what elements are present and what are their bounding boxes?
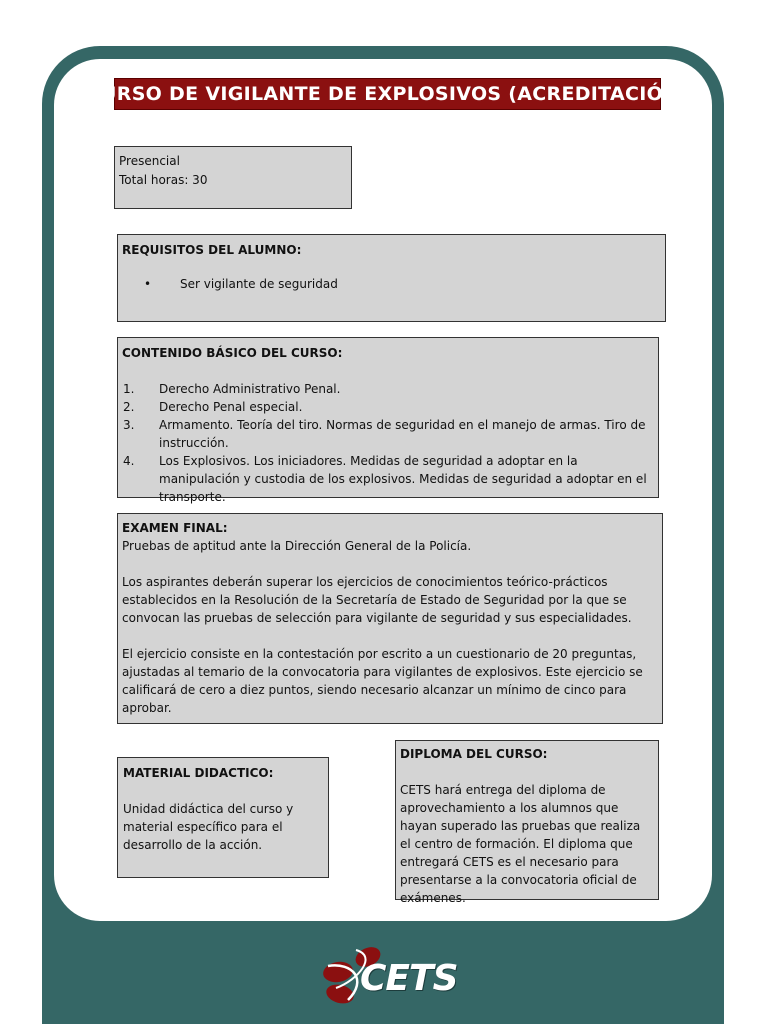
course-content-list — [122, 380, 654, 506]
diploma-box — [395, 740, 659, 905]
list-item — [122, 275, 661, 293]
exam-paragraph: Los aspirantes deberán superar los ejercicios de conocimientos teórico-prácticos establecidos en la Resolución de la Secretaría de Estado de Seguridad por la que se convocan las pruebas de selección para vigilante de seguridad y sus especialidades. — [122, 575, 632, 625]
list-item — [122, 380, 654, 398]
final-exam-heading: EXAMEN FINAL: — [122, 521, 228, 535]
list-item-number: 2. — [123, 400, 135, 414]
list-item — [122, 452, 654, 506]
bullet-icon: • — [144, 277, 152, 291]
requirements-list — [122, 275, 661, 293]
list-item-number: 1. — [123, 382, 135, 396]
course-mode: Presencial — [119, 154, 180, 168]
exam-paragraph: El ejercicio consiste en la contestación por escrito a un cuestionario de 20 preguntas, ajustadas al temario de la convocatoria para vigilantes de explosivos. Este ejercicio se calificará de cero a diez puntos, siendo necesario alcanzar un mínimo de cinco para aprobar. — [122, 647, 643, 715]
list-item-number: 3. — [123, 418, 135, 432]
exam-paragraph: Pruebas de aptitud ante la Dirección General de la Policía. — [122, 539, 472, 553]
page-title: CURSO DE VIGILANTE DE EXPLOSIVOS (ACREDITACIÓN) — [114, 78, 661, 110]
final-exam-box — [117, 513, 663, 724]
list-item-number: 4. — [123, 454, 135, 468]
list-item-text: Derecho Administrativo Penal. — [159, 382, 341, 396]
list-item-text: Derecho Penal especial. — [159, 400, 303, 414]
requirements-heading: REQUISITOS DEL ALUMNO: — [122, 243, 302, 257]
teaching-material-text: Unidad didáctica del curso y material específico para el desarrollo de la acción. — [123, 802, 294, 852]
course-content-heading: CONTENIDO BÁSICO DEL CURSO: — [122, 346, 343, 360]
list-item-text: Ser vigilante de seguridad — [180, 277, 338, 291]
teaching-material-box — [117, 757, 329, 878]
list-item-text: Armamento. Teoría del tiro. Normas de seguridad en el manejo de armas. Tiro de instrucción. — [159, 418, 646, 450]
teaching-material-heading: MATERIAL DIDACTICO: — [123, 766, 274, 780]
course-content-box — [117, 337, 659, 504]
list-item — [122, 398, 654, 416]
requirements-box — [117, 234, 666, 322]
diploma-text: CETS hará entrega del diploma de aprovechamiento a los alumnos que hayan superado las pruebas que realiza el centro de formación. El diploma que entregará CETS es el necesario para presentarse a la convocatoria oficial de exámenes. — [400, 783, 641, 905]
total-hours: Total horas: 30 — [119, 173, 208, 187]
cets-logo-text: CETS — [360, 958, 458, 999]
list-item-text: Los Explosivos. Los iniciadores. Medidas de seguridad a adoptar en la manipulación y custodia de los explosivos. Medidas de seguridad a adoptar en el transporte. — [159, 454, 647, 504]
list-item — [122, 416, 654, 452]
course-mode-box — [114, 146, 352, 209]
diploma-heading: DIPLOMA DEL CURSO: — [400, 747, 548, 761]
